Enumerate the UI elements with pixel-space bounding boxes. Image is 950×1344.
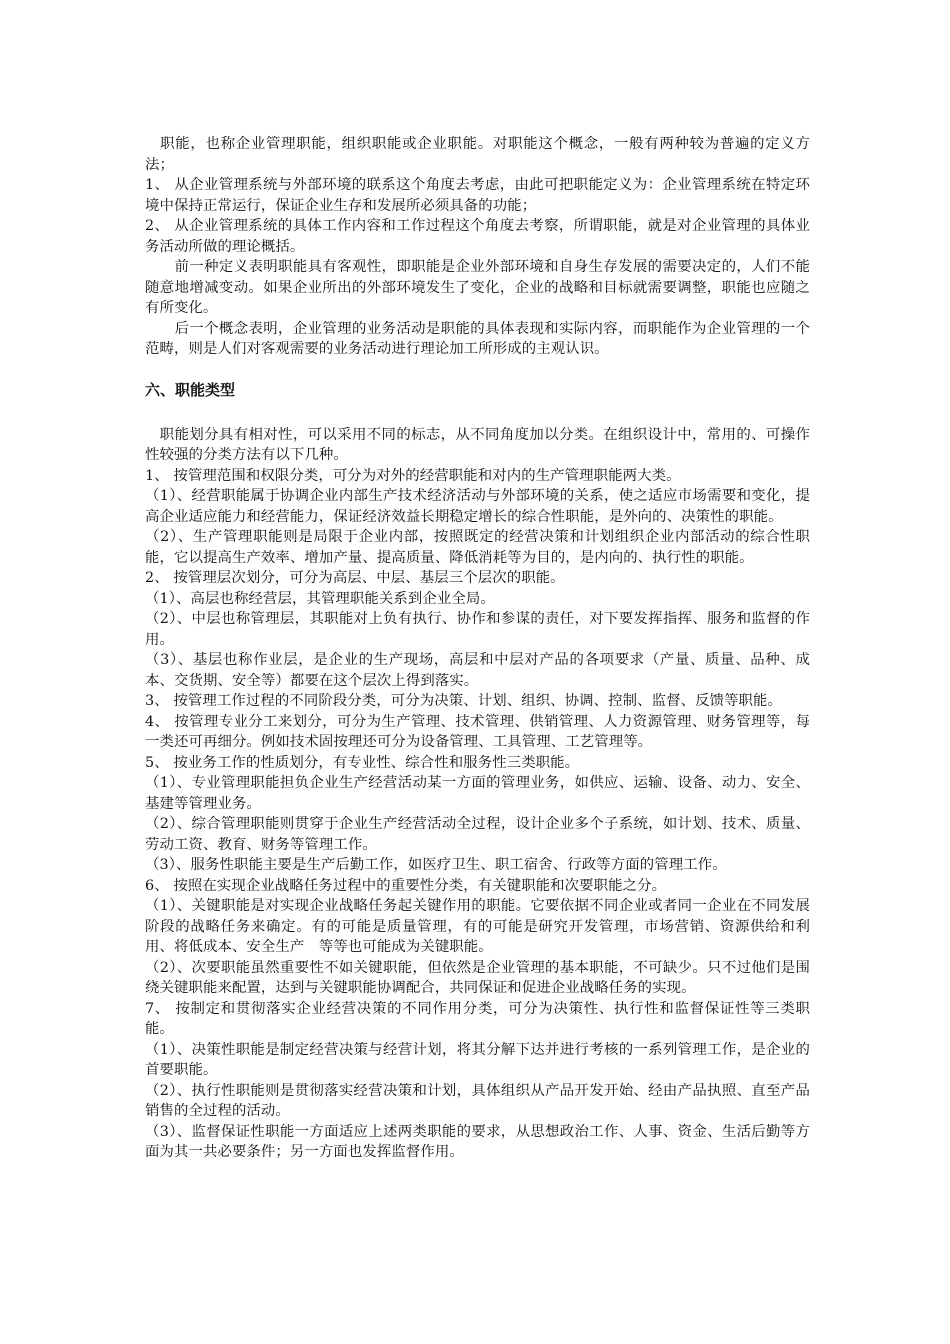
list-item: 1、 按管理范围和权限分类，可分为对外的经营职能和对内的生产管理职能两大类。 xyxy=(145,467,681,484)
document-page xyxy=(145,134,810,1163)
sub-list-item: （2）、执行性职能则是贯彻落实经营决策和计划，具体组织从产品开发开始、经由产品执照、直至产品销售的全过程的活动。 xyxy=(145,1082,810,1119)
sub-list-item: （3）、监督保证性职能一方面适应上述两类职能的要求，从思想政治工作、人事、资金、生活后勤等方面为其一共必要条件；另一方面也发挥监督作用。 xyxy=(145,1123,810,1160)
paragraph: 职能划分具有相对性，可以采用不同的标志，从不同角度加以分类。在组织设计中，常用的、可操作性较强的分类方法有以下几种。 xyxy=(145,426,810,463)
list-item: 3、 按管理工作过程的不同阶段分类，可分为决策、计划、组织、协调、控制、监督、反馈等职能。 xyxy=(145,693,783,709)
sub-list-item: （3）、基层也称作业层，是企业的生产现场，高层和中层对产品的各项要求（产量、质量、品种、成本、交货期、安全等）都要在这个层次上得到落实。 xyxy=(145,652,810,689)
sub-list-item: （3）、服务性职能主要是生产后勤工作，如医疗卫生、职工宿舍、行政等方面的管理工作。 xyxy=(145,857,727,873)
sub-list-item: （1）、高层也称经营层，其管理职能关系到企业全局。 xyxy=(145,590,495,607)
paragraph: 后一个概念表明，企业管理的业务活动是职能的具体表现和实际内容，而职能作为企业管理的一个范畴，则是人们对客观需要的业务活动进行理论加工所形成的主观认识。 xyxy=(145,320,810,357)
list-item: 2、 按管理层次划分，可分为高层、中层、基层三个层次的职能。 xyxy=(145,570,565,586)
sub-list-item: （1）、决策性职能是制定经营决策与经营计划，将其分解下达并进行考核的一系列管理工作，是企业的首要职能。 xyxy=(145,1041,810,1078)
list-item: 6、 按照在实现企业战略任务过程中的重要性分类，有关键职能和次要职能之分。 xyxy=(145,877,667,894)
sub-list-item: （1）、专业管理职能担负企业生产经营活动某一方面的管理业务，如供应、运输、设备、动力、安全、基建等管理业务。 xyxy=(145,775,810,812)
sub-list-item: （2）、生产管理职能则是局限于企业内部，按照既定的经营决策和计划组织企业内部活动的综合性职能，它以提高生产效率、增加产量、提高质量、降低消耗等为目的，是内向的、执行性的职能。 xyxy=(145,529,810,566)
paragraph: 职能，也称企业管理职能，组织职能或企业职能。对职能这个概念，一般有两种较为普遍的定义方法； xyxy=(145,136,810,173)
paragraph: 前一种定义表明职能具有客观性，即职能是企业外部环境和自身生存发展的需要决定的，人们不能随意地增减变动。如果企业所出的外部环境发生了变化，企业的战略和目标就需要调整，职能也应随之有所变化。 xyxy=(145,259,810,316)
list-item: 5、 按业务工作的性质划分，有专业性、综合性和服务性三类职能。 xyxy=(145,754,580,771)
sub-list-item: （1）、经营职能属于协调企业内部生产技术经济活动与外部环境的关系，使之适应市场需要和变化，提高企业适应能力和经营能力，保证经济效益长期稳定增长的综合性职能，是外向的、决策性的职能。 xyxy=(145,488,810,525)
sub-list-item: （1）、关键职能是对实现企业战略任务起关键作用的职能。它要依据不同企业或者同一企业在不同发展阶段的战略任务来确定。有的可能是质量管理，有的可能是研究开发管理，市场营销、资源供给和利用、将低成本、安全生产 等等也可能成为关键职能。 xyxy=(145,898,810,955)
sub-list-item: （2）、中层也称管理层，其职能对上负有执行、协作和参谋的责任，对下要发挥指挥、服务和监督的作用。 xyxy=(145,611,810,648)
body-section xyxy=(145,425,810,1163)
sub-list-item: （2）、综合管理职能则贯穿于企业生产经营活动全过程，设计企业多个子系统，如计划、技术、质量、劳动工资、教育、财务等管理工作。 xyxy=(145,816,810,853)
section-heading: 六、职能类型 xyxy=(145,380,236,399)
paragraph: 1、 从企业管理系统与外部环境的联系这个角度去考虑，由此可把职能定义为：企业管理系统在特定环境中保持正常运行，保证企业生存和发展所必须具备的功能； xyxy=(145,177,810,214)
sub-list-item: （2）、次要职能虽然重要性不如关键职能，但依然是企业管理的基本职能，不可缺少。只不过他们是围绕关键职能来配置，达到与关键职能协调配合，共同保证和促进企业战略任务的实现。 xyxy=(145,959,810,996)
list-item: 4、 按管理专业分工来划分，可分为生产管理、技术管理、供销管理、人力资源管理、财务管理等，每一类还可再细分。例如技术固按理还可分为设备管理、工具管理、工艺管理等。 xyxy=(145,713,810,750)
intro-section xyxy=(145,134,810,360)
list-item: 7、 按制定和贯彻落实企业经营决策的不同作用分类，可分为决策性、执行性和监督保证性等三类职能。 xyxy=(145,1000,810,1037)
paragraph: 2、 从企业管理系统的具体工作内容和工作过程这个角度去考察，所谓职能，就是对企业管理的具体业务活动所做的理论概括。 xyxy=(145,218,810,255)
